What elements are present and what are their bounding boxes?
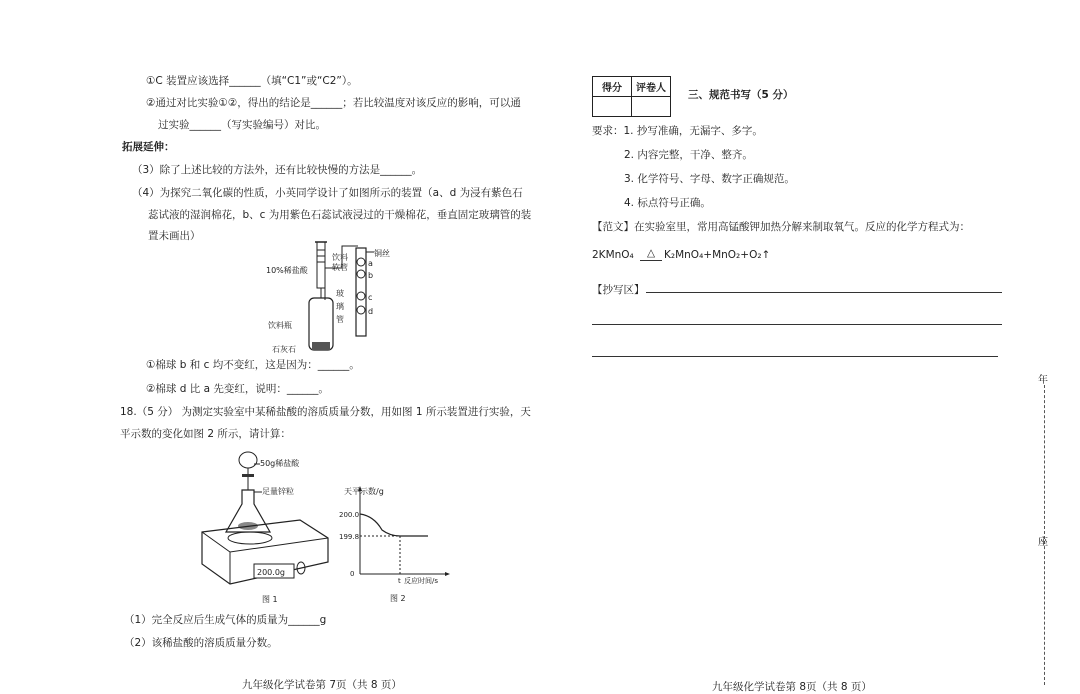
graph-y-199-8: 199.8 [339,533,360,541]
q17-item-2-line2: 过实验______（写实验编号）对比。 [158,119,326,131]
graph-ylabel: 天平示数/g [344,487,384,496]
label-acid: 10%稀盐酸 [266,266,308,275]
copy-line-1[interactable] [646,292,1002,293]
label-glass-3: 管 [336,315,344,324]
question-18-part-2: （2）该稀盐酸的溶质质量分数。 [124,637,278,649]
figure-1-caption: 图 1 [262,595,278,604]
label-c: c [368,293,373,302]
grader-header: 评卷人 [632,77,671,97]
requirement-1: 要求：1. 抄写准确，无漏字、多字。 [592,125,763,137]
score-table [592,76,671,117]
label-glass-2: 璃 [336,302,344,311]
graph-y-200: 200.0 [339,511,360,519]
label-a: a [368,259,373,268]
label-straw-1: 饮料 [332,253,348,262]
copy-line-2[interactable] [592,324,1002,325]
question-18-line1: 18.（5 分） 为测定实验室中某稀盐酸的溶质质量分数，用如图 1 所示装置进行实验，天 [120,406,531,418]
question-4-line3: 置未画出） [148,230,201,242]
q17-item-2-line1: ②通过对比实验①②，得出的结论是______；若比较温度对该反应的影响，可以通 [146,97,521,109]
requirement-3: 3. 化学符号、字母、数字正确规范。 [624,173,795,185]
requirement-2: 2. 内容完整，干净、整齐。 [624,149,753,161]
equation-right: K₂MnO₄+MnO₂+O₂↑ [664,249,771,261]
answer-1: ①棉球 b 和 c 均不变红，这是因为：______。 [146,359,360,371]
question-18-line2: 平示数的变化如图 2 所示，请计算： [120,428,291,440]
margin-mark-seat: 座 [1038,537,1048,548]
label-bottle: 饮料瓶 [268,321,292,330]
balance-apparatus-figure [196,446,336,606]
label-glass-1: 玻 [336,289,344,298]
balance-display: 200.0g [257,568,285,577]
label-limestone: 石灰石 [272,345,296,354]
extension-title: 拓展延伸： [122,141,175,153]
label-d: d [368,307,374,316]
equation-condition: △ [640,246,662,261]
copy-line-3[interactable] [592,356,998,357]
margin-mark-year: 年 [1038,375,1048,386]
score-cell[interactable] [593,97,632,117]
question-3: （3）除了上述比较的方法外，还有比较快慢的方法是______。 [132,164,423,176]
section-title: 三、规范书写（5 分） [688,89,794,101]
graph-t: t [398,577,401,585]
graph-origin: 0 [350,570,355,578]
mass-time-graph [336,480,456,606]
score-header: 得分 [593,77,632,97]
label-copper: 铜丝 [374,249,390,258]
question-4-line2: 蕊试液的湿润棉花，b、c 为用紫色石蕊试液浸过的干燥棉花，垂直固定玻璃管的装 [148,209,532,221]
graph-xlabel: 反应时间/s [404,577,439,585]
answer-2: ②棉球 d 比 a 先变红，说明：______。 [146,383,329,395]
equation-left: 2KMnO₄ [592,249,634,261]
binding-margin-line [1044,385,1045,685]
label-zinc: 足量锌粒 [262,487,294,496]
label-b: b [368,271,374,280]
requirement-4: 4. 标点符号正确。 [624,197,711,209]
sample-text: 【范文】在实验室里，常用高锰酸钾加热分解来制取氧气。反应的化学方程式为： [592,221,970,233]
label-acid-50g: 50g稀盐酸 [260,459,300,468]
label-straw-2: 软管 [332,263,348,272]
question-18-part-1: （1）完全反应后生成气体的质量为______g [124,614,327,626]
left-page-footer: 九年级化学试卷第 7页（共 8 页） [242,679,402,691]
co2-apparatus-diagram [262,238,402,358]
q17-item-1: ①C 装置应该选择______（填“C1”或“C2”）。 [146,75,358,87]
copy-area-label: 【抄写区】 [592,284,645,296]
question-4-line1: （4）为探究二氧化碳的性质，小英同学设计了如图所示的装置（a、d 为浸有紫色石 [132,187,523,199]
right-page-footer: 九年级化学试卷第 8页（共 8 页） [712,681,872,693]
figure-2-caption: 图 2 [390,594,406,603]
grader-cell[interactable] [632,97,671,117]
